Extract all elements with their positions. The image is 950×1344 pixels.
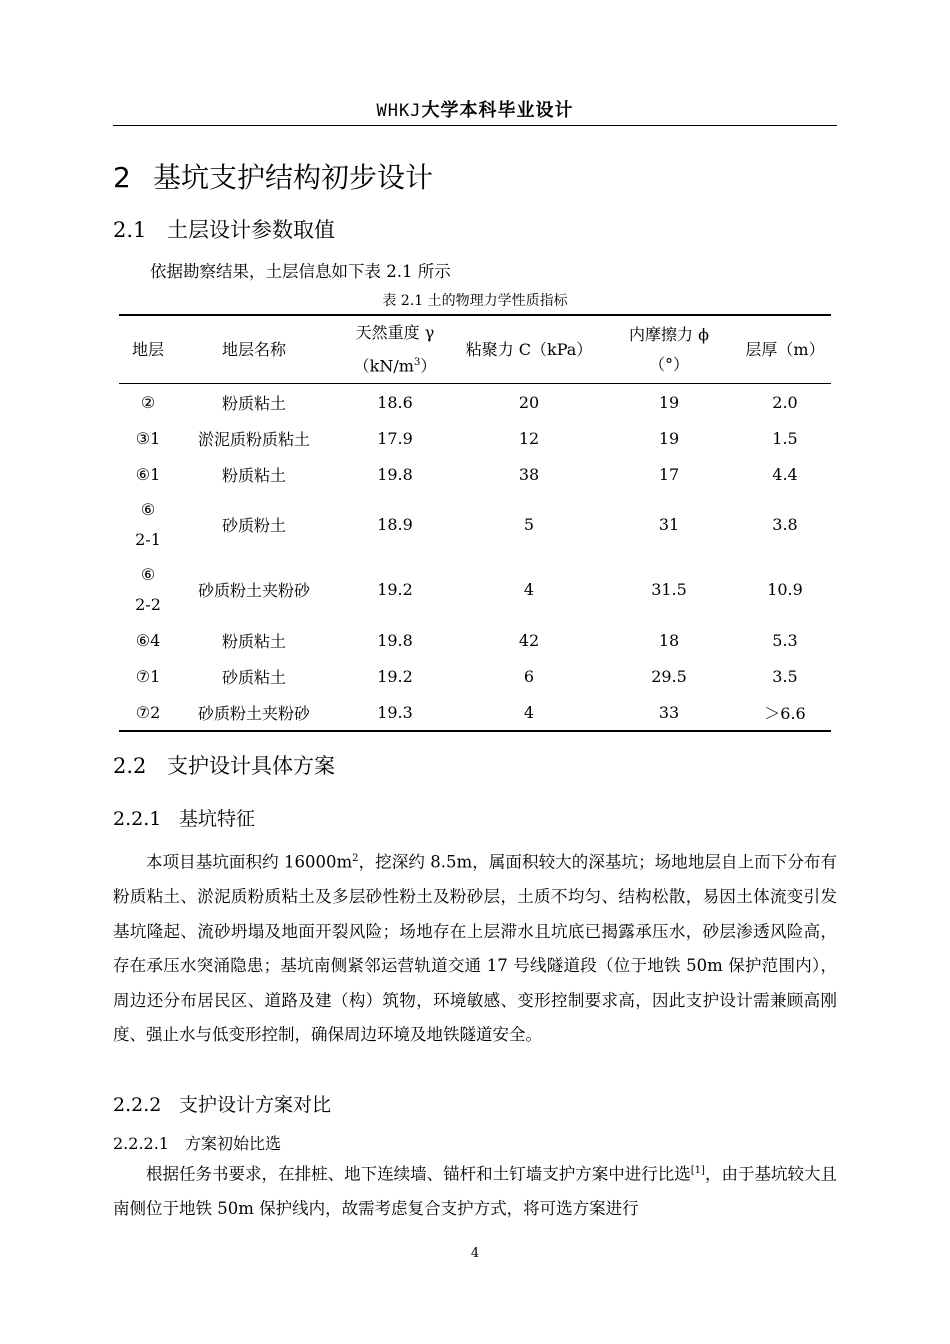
chapter-number: 2 (113, 161, 131, 194)
cell-name: 粉质粘土 (221, 465, 286, 485)
table-header-row (119, 315, 831, 384)
soil-properties-table (119, 314, 831, 732)
table-row (119, 622, 831, 658)
cell-name: 砂质粉土夹粉砂 (197, 703, 310, 723)
running-header (0, 96, 950, 122)
cell-name: 淤泥质粉质粘土 (197, 429, 310, 449)
cell-name: 砂质粘土 (221, 667, 286, 687)
section-2-2-2-1-title: 方案初始比选 (185, 1134, 282, 1153)
table-body (119, 384, 831, 732)
header-gamma (331, 315, 459, 384)
cell-gamma: 17.9 (377, 428, 413, 448)
cell-gamma: 19.8 (377, 630, 413, 650)
cell-thickness: ＞6.6 (764, 703, 806, 723)
section-2-2-2-1-number: 2.2.2.1 (113, 1134, 169, 1153)
cell-c: 4 (523, 702, 535, 722)
section-2-2-1-title: 基坑特征 (179, 808, 256, 830)
cell-phi: 33 (658, 702, 680, 722)
cell-phi: 18 (658, 630, 680, 650)
chapter-heading (113, 156, 433, 196)
cell-layer: ⑥ 2-2 (135, 564, 161, 614)
cell-phi: 19 (658, 428, 680, 448)
cell-thickness: 4.4 (772, 464, 798, 484)
table-row (119, 557, 831, 622)
header-gamma-line1: 天然重度 γ (355, 322, 435, 342)
cell-gamma: 19.2 (377, 580, 413, 599)
table-row (119, 384, 831, 421)
cell-name: 粉质粘土 (221, 393, 286, 413)
section-2-2-number: 2.2 (113, 754, 147, 778)
cell-thickness: 2.0 (772, 392, 798, 412)
section-2-1-heading (113, 214, 335, 244)
cell-layer: ⑥4 (135, 630, 161, 650)
header-rule (113, 125, 837, 126)
cell-phi: 31.5 (651, 580, 687, 599)
table-row (119, 694, 831, 731)
cell-layer: ② (140, 392, 156, 412)
section-2-2-2-title: 支护设计方案对比 (179, 1094, 332, 1116)
section-2-1-title: 土层设计参数取值 (167, 218, 335, 242)
cell-layer: ⑦2 (135, 702, 161, 722)
chapter-title: 基坑支护结构初步设计 (153, 161, 434, 194)
header-phi-line1: 内摩擦力 ϕ (629, 324, 709, 344)
cell-phi: 31 (658, 515, 680, 534)
table-row (119, 658, 831, 694)
cell-c: 42 (518, 630, 540, 650)
header-cohesion: 粘聚力 C（kPa） (465, 339, 593, 359)
cell-name: 砂质粉土 (221, 516, 286, 535)
cell-layer: ③1 (135, 428, 161, 448)
cell-thickness: 3.8 (772, 515, 798, 534)
section-2-2-1-heading (113, 804, 255, 831)
cell-c: 12 (518, 428, 540, 448)
section-2-2-2-number: 2.2.2 (113, 1094, 162, 1116)
cell-gamma: 18.6 (377, 392, 413, 412)
cell-phi: 19 (658, 392, 680, 412)
cell-gamma: 19.3 (377, 702, 413, 722)
header-gamma-unit: $(kN/m^3)$ (353, 356, 437, 376)
header-phi (599, 315, 739, 384)
cell-thickness: 3.5 (772, 666, 798, 686)
cell-phi: 17 (658, 464, 680, 484)
cell-c: 38 (518, 464, 540, 484)
table-row (119, 456, 831, 492)
cell-phi: 29.5 (651, 666, 687, 686)
cell-layer: ⑥ 2-1 (135, 499, 161, 549)
cell-thickness: 10.9 (767, 580, 803, 599)
header-name: 地层名称 (221, 339, 286, 359)
cell-c: 5 (523, 515, 535, 534)
section-2-2-1-number: 2.2.1 (113, 808, 162, 830)
cell-gamma: 19.2 (377, 666, 413, 686)
cell-gamma: 19.8 (377, 464, 413, 484)
cell-c: 6 (523, 666, 535, 686)
table-row (119, 492, 831, 557)
cell-c: 4 (523, 580, 535, 599)
header-phi-line2: （°） (648, 354, 689, 374)
section-2-1-number: 2.1 (113, 218, 147, 242)
header-thickness: 层厚（m） (745, 339, 825, 359)
section-2-2-2-heading (113, 1090, 331, 1117)
table-caption: 表 2.1 土的物理力学性质指标 (382, 293, 568, 309)
cell-thickness: 5.3 (772, 630, 798, 650)
cell-c: 20 (518, 392, 540, 412)
page-number: 4 (470, 1246, 480, 1261)
header-cjk: 大学本科毕业设计 (421, 100, 574, 121)
cell-gamma: 18.9 (377, 515, 413, 534)
paragraph-initial-selection: 根据任务书要求，在排桩、地下连续墙、锚杆和土钉墙支护方案中进行比选[1]，由于基坑较大且南侧位于地铁 50m 保护线内，故需考虑复合支护方式，将可选方案进行 (113, 1164, 838, 1218)
section-2-2-2-1-heading (113, 1131, 281, 1154)
intro-text: 依据勘察结果，土层信息如下表 2.1 所示 (150, 262, 451, 281)
cell-thickness: 1.5 (772, 428, 798, 448)
cell-layer: ⑦1 (135, 666, 161, 686)
section-2-2-title: 支护设计具体方案 (167, 754, 335, 778)
header-layer: 地层 (131, 339, 164, 359)
table-row (119, 420, 831, 456)
header-latin: WHKJ (376, 101, 422, 121)
cell-layer: ⑥1 (135, 464, 161, 484)
paragraph-basin-features: 本项目基坑面积约 $16000m^2$，挖深约 8.5m，属面积较大的深基坑；场地地层自上而下分布有粉质粘土、淤泥质粉质粘土及多层砂性粉土及粉砂层，土质不均匀、结构松散，易因土体流变引发基坑隆起、流砂坍塌及地面开裂风险；场地存在上层滞水且坑底已揭露承压水，砂层渗透风险高，存在承压水突涌隐患；基坑南侧紧邻运营轨道交通 17 号线隧道段（位于地铁 50m 保护范围内），周边还分布居民区、道路及建（构）筑物，环境敏感、变形控制要求高，因此支护设计需兼顾高刚度、强止水与低变形控制，确保周边环境及地铁隧道安全。 (113, 852, 837, 1044)
cell-name: 砂质粉土夹粉砂 (197, 581, 310, 600)
section-2-2-heading (113, 750, 335, 780)
cell-name: 粉质粘土 (221, 631, 286, 651)
